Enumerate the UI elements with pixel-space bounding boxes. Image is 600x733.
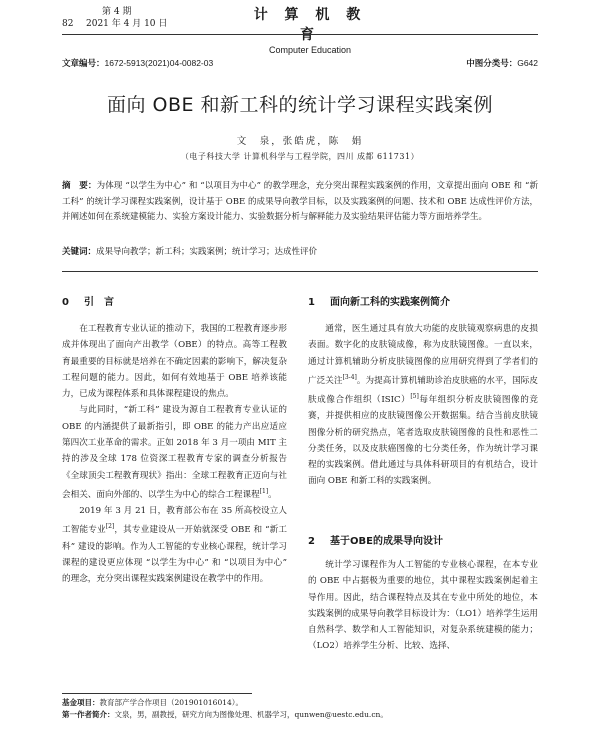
journal-name-en: Computer Education xyxy=(268,45,352,55)
section-2-paragraph: 统计学习课程作为人工智能的专业核心课程，在本专业的 OBE 中占据极为重要的地位，其中课程实践案例起着主导作用。因此，结合课程特点及其在专业中所处的地位，本实践案例的成果导向教学目标设计为：（LO1）培养学生运用自然科学、数学和人工智能知识，对复杂系统建模的能力；（LO2）培养学生分析、比较、选择、 xyxy=(308,560,538,652)
abstract-text: 为体现 “以学生为中心” 和 “以项目为中心” 的教学理念，充分突出课程实践案例的作用，文章提出面向 OBE 和 “新工科” 的统计学习课程实践案例，设计基于 OBE 的成果导向教学目标，以及实践案例的问题、技术和 OBE 达成性评价方法，并阐述如何在系统建模能力、实验方案设计能力、实验数据分析与解释能力及实验结果评估能力等方面培养学生。 xyxy=(62,181,538,222)
section-2-heading xyxy=(308,532,443,547)
keywords-label: 关键词： xyxy=(62,247,97,257)
abstract-rule xyxy=(62,271,538,272)
section-0-heading xyxy=(62,293,114,308)
footnote-rule xyxy=(62,693,252,694)
classification-label: 中图分类号： xyxy=(466,58,518,68)
paper-title: 面向 OBE 和新工科的统计学习课程实践案例 xyxy=(106,94,494,116)
article-number-label: 文章编号： xyxy=(62,58,105,68)
section-2-title: 基于OBE的成果导向设计 xyxy=(330,536,443,547)
citation: [3-4] xyxy=(342,373,357,381)
citation: [5] xyxy=(410,393,419,401)
section-2-number: 2 xyxy=(308,536,315,547)
section-0-title: 引 言 xyxy=(84,297,114,308)
footnote xyxy=(62,697,538,721)
section-0-number: 0 xyxy=(62,297,69,308)
keywords xyxy=(62,245,538,260)
intro-paragraph-2: 与此同时，“新工科” 建设为源自工程教育专业认证的 OBE 的内涵提供了最新指引，即 OBE 的能力产出应适应第四次工业革命的需求。正如 2018 年 3 月一项由 MIT 主持的涉及全球 178 位资深工程教育专家的调查分析报告《全球顶尖工程教育现状》指出：全球工程教育正迈向与社会相关、面向外部的、以学生为中心的综合工程课程[1]。 xyxy=(62,405,287,500)
journal-name xyxy=(240,4,380,55)
intro-paragraph-1: 在工程教育专业认证的推动下，我国的工程教育逐步形成并体现出了面向产出教学（OBE）的特点。高等工程教育最重要的目标就是培养在不确定因素的影响下，解决复杂工程问题的能力。因此，如何有效地基于 OBE 培养该能力，已成为课程体系和具体课程建设的焦点。 xyxy=(62,324,287,400)
classification-number xyxy=(466,57,538,69)
author-bio-note: 第一作者简介：文泉，男，副教授，研究方向为图像处理、机器学习，qunwen@uestc.edu.cn。 xyxy=(62,710,388,719)
article-number xyxy=(62,57,213,69)
abstract xyxy=(62,179,538,226)
section-1-title: 面向新工科的实践案例简介 xyxy=(330,297,450,308)
journal-name-cn: 计 算 机 教 育 xyxy=(253,7,367,43)
section-1-number: 1 xyxy=(308,297,315,308)
abstract-label: 摘 要： xyxy=(62,181,97,191)
citation: [2] xyxy=(105,523,115,531)
article-number-value: 1672-5913(2021)04-0082-03 xyxy=(104,58,214,68)
left-column-body xyxy=(62,321,287,587)
page-number: 82 xyxy=(62,19,74,29)
author-affiliation: （电子科技大学 计算机科学与工程学院，四川 成都 611731） xyxy=(180,152,420,161)
section-1-body xyxy=(308,321,538,490)
author-list: 文 泉，张皓虎，陈 娟 xyxy=(236,136,364,147)
section-1-heading xyxy=(308,293,450,308)
keywords-text: 成果导向教学；新工科；实践案例；统计学习；达成性评价 xyxy=(96,247,318,257)
section-2-body xyxy=(308,557,538,655)
issue-number: 第 4 期 xyxy=(102,7,132,17)
intro-paragraph-3: 2019 年 3 月 21 日，教育部公布在 35 所高校设立人工智能专业[2]，其专业建设从一开始就深受 OBE 和 “新工科” 建设的影响。作为人工智能的专业核心课程，统计学习课程的建设更应体现 “以学生为中心” 和 “以项目为中心” 的理念，充分突出课程实践案例建设在教学中的作用。 xyxy=(62,506,287,585)
classification-value: G642 xyxy=(517,58,538,68)
citation: [1] xyxy=(259,487,269,495)
issue-date: 2021 年 4 月 10 日 xyxy=(86,19,168,29)
section-1-paragraph: 通常，医生通过具有放大功能的皮肤镜观察病患的皮损表面。数字化的皮肤镜成像，称为皮肤镜图像。一直以来，通过计算机辅助分析皮肤镜图像的应用研究得到了学者们的广泛关注[3-4]。为提高计算机辅助诊治皮肤癌的水平，国际皮肤成像合作组织（ISIC）[5]每年组织分析皮肤镜图像的竞赛，并提供相应的皮肤镜图像公开数据集。结合当前皮肤镜图像分析的研究热点，笔者选取皮肤镜图像的良性和恶性二分类任务，以及皮肤癌图像的七分类任务，作为统计学习课程的实践案例。借此通过与具体科研项目的有机结合，设计面向 OBE 和新工科的实践案例。 xyxy=(308,324,538,487)
header-rule xyxy=(62,34,538,35)
funding-note: 基金项目：教育部产学合作项目（201901016014）。 xyxy=(62,698,244,707)
